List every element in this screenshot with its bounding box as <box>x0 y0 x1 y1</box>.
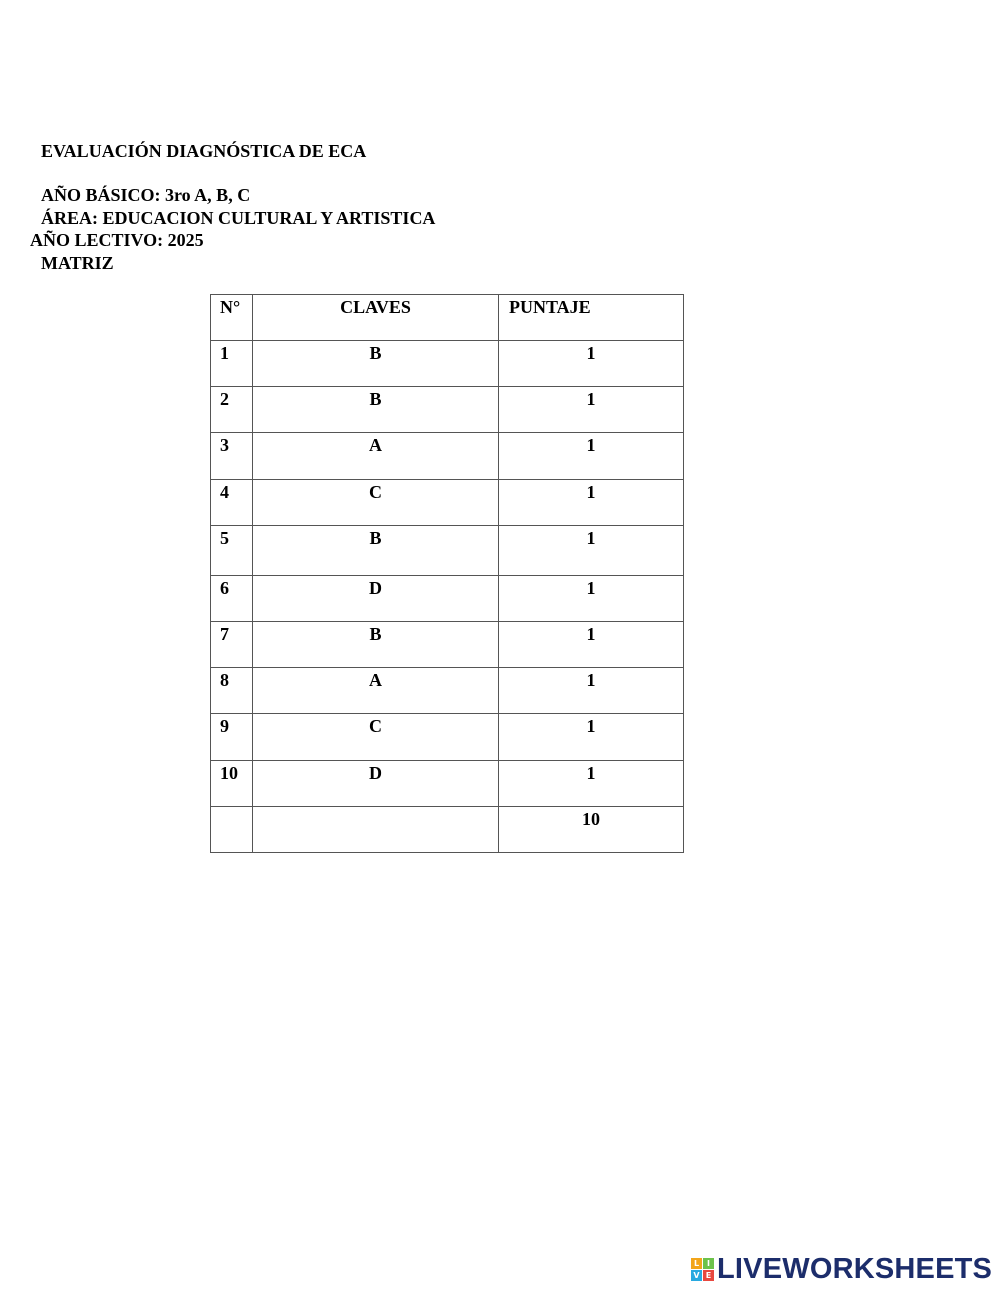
row-number-cell: 1 <box>211 341 253 387</box>
table-total-row <box>211 807 684 853</box>
liveworksheets-logo-text: LIVEWORKSHEETS <box>717 1253 993 1285</box>
row-number-cell: 8 <box>211 668 253 714</box>
total-empty-cell <box>253 807 499 853</box>
liveworksheets-mark-icon: L I V E <box>691 1258 714 1281</box>
answer-key-table <box>210 294 684 853</box>
score-cell: 1 <box>499 480 684 526</box>
score-cell: 1 <box>499 576 684 622</box>
row-number-cell: 9 <box>211 714 253 761</box>
score-cell: 1 <box>499 433 684 480</box>
table-row <box>211 576 684 622</box>
table-row <box>211 433 684 480</box>
area-line: ÁREA: EDUCACION CULTURAL Y ARTISTICA <box>41 208 436 228</box>
row-number-cell: 5 <box>211 526 253 576</box>
row-number-cell: 2 <box>211 387 253 433</box>
score-cell: 1 <box>499 341 684 387</box>
answer-key-cell: B <box>253 622 499 668</box>
total-score-cell: 10 <box>499 807 684 853</box>
grade-line: AÑO BÁSICO: 3ro A, B, C <box>41 185 251 205</box>
document-title: EVALUACIÓN DIAGNÓSTICA DE ECA <box>41 141 367 161</box>
table-row <box>211 480 684 526</box>
answer-key-cell: C <box>253 714 499 761</box>
score-cell: 1 <box>499 668 684 714</box>
table-row <box>211 526 684 576</box>
score-cell: 1 <box>499 761 684 807</box>
answer-key-cell: B <box>253 341 499 387</box>
score-cell: 1 <box>499 714 684 761</box>
answer-key-cell: D <box>253 576 499 622</box>
row-number-cell: 3 <box>211 433 253 480</box>
table-row <box>211 622 684 668</box>
column-header-keys: CLAVES <box>253 295 499 341</box>
answer-key-cell: B <box>253 387 499 433</box>
table-row <box>211 761 684 807</box>
table-row <box>211 714 684 761</box>
table-header-row <box>211 295 684 341</box>
table-row <box>211 387 684 433</box>
row-number-cell: 10 <box>211 761 253 807</box>
row-number-cell: 7 <box>211 622 253 668</box>
column-header-score: PUNTAJE <box>499 295 684 341</box>
table-row <box>211 668 684 714</box>
school-year-line: AÑO LECTIVO: 2025 <box>30 230 204 250</box>
answer-key-cell: A <box>253 668 499 714</box>
score-cell: 1 <box>499 622 684 668</box>
total-empty-cell <box>211 807 253 853</box>
answer-key-cell: D <box>253 761 499 807</box>
score-cell: 1 <box>499 387 684 433</box>
table-row <box>211 341 684 387</box>
answer-key-cell: A <box>253 433 499 480</box>
row-number-cell: 4 <box>211 480 253 526</box>
liveworksheets-logo <box>691 1254 992 1284</box>
score-cell: 1 <box>499 526 684 576</box>
answer-key-cell: C <box>253 480 499 526</box>
column-header-number: N° <box>211 295 253 341</box>
answer-key-cell: B <box>253 526 499 576</box>
row-number-cell: 6 <box>211 576 253 622</box>
section-label: MATRIZ <box>41 253 114 273</box>
